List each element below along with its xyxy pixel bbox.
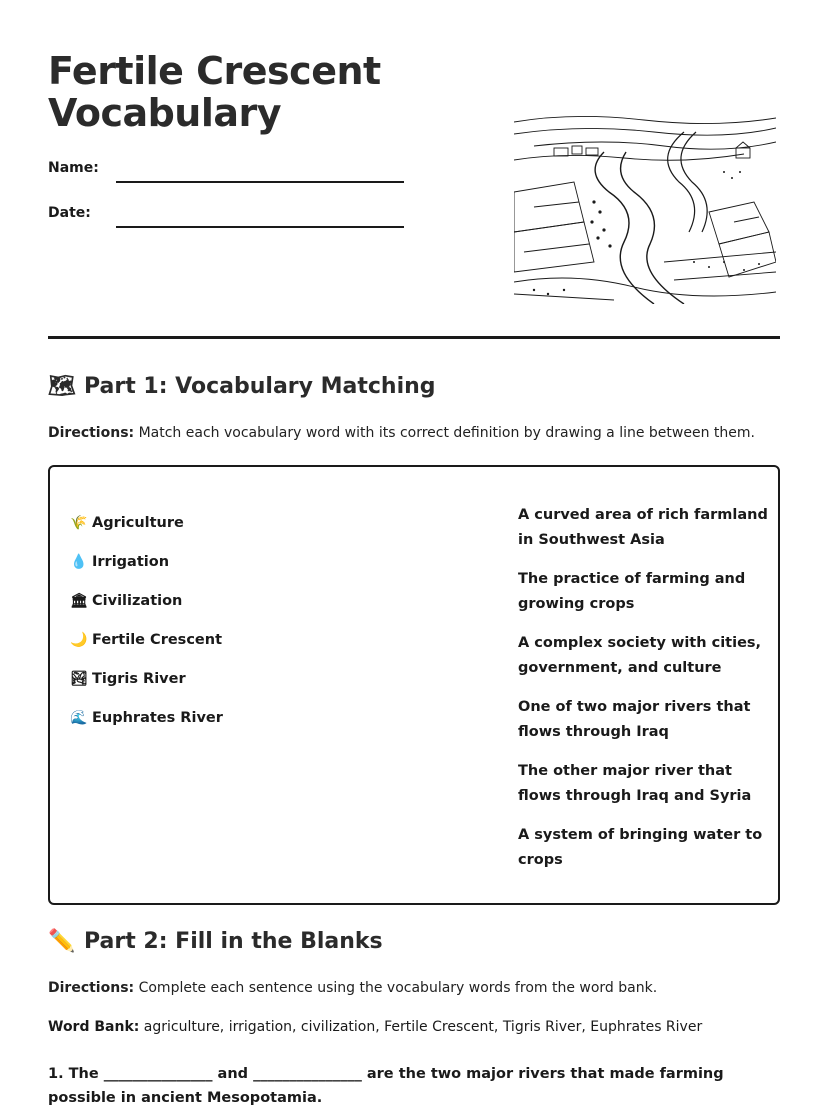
classical-building-icon: 🏛 bbox=[70, 592, 88, 609]
vocab-word-label: Fertile Crescent bbox=[92, 631, 222, 648]
wheat-icon: 🌾 bbox=[70, 514, 88, 531]
vocab-word[interactable] bbox=[70, 503, 370, 542]
vocab-word-label: Irrigation bbox=[92, 553, 170, 570]
part1-heading-text: Part 1: Vocabulary Matching bbox=[84, 374, 436, 399]
name-label: Name: bbox=[48, 160, 99, 176]
definition-item[interactable]: The other major river that flows through Iraq and Syria bbox=[518, 763, 752, 804]
question-1: 1. The _______________ and _______________ are the two major rivers that made farming possible in ancient Mesopotamia. bbox=[48, 1066, 724, 1106]
vocab-word-label: Agriculture bbox=[92, 514, 184, 531]
vocab-word-list bbox=[70, 503, 370, 737]
part1-directions-text: Match each vocabulary word with its correct definition by drawing a line between them. bbox=[134, 425, 755, 441]
page-title bbox=[48, 50, 381, 134]
title-line-1: Fertile Crescent bbox=[48, 49, 381, 93]
map-icon: 🗺 bbox=[48, 374, 76, 399]
landscape-icon: 🏞 bbox=[70, 670, 88, 687]
vocab-word-label: Tigris River bbox=[92, 670, 186, 687]
definition-list bbox=[518, 503, 768, 887]
date-field[interactable] bbox=[116, 226, 404, 228]
droplet-icon: 💧 bbox=[70, 553, 88, 570]
river-valley-illustration bbox=[514, 112, 776, 304]
word-bank-label: Word Bank: bbox=[48, 1019, 140, 1035]
crescent-moon-icon: 🌙 bbox=[70, 631, 88, 648]
section-divider bbox=[48, 336, 780, 339]
definition-item[interactable]: A curved area of rich farmland in Southwest Asia bbox=[518, 507, 768, 548]
vocab-word[interactable] bbox=[70, 659, 370, 698]
part1-directions-label: Directions: bbox=[48, 425, 135, 441]
vocab-word[interactable] bbox=[70, 581, 370, 620]
definition-item[interactable]: A complex society with cities, government, and culture bbox=[518, 635, 762, 676]
title-line-2: Vocabulary bbox=[48, 91, 282, 135]
word-bank bbox=[48, 1019, 702, 1035]
part1-heading bbox=[48, 374, 436, 399]
vocab-word[interactable] bbox=[70, 620, 370, 659]
vocab-word-label: Civilization bbox=[92, 592, 183, 609]
part2-directions-label: Directions: bbox=[48, 980, 135, 996]
part2-heading-text: Part 2: Fill in the Blanks bbox=[84, 929, 383, 954]
definition-item[interactable]: The practice of farming and growing crops bbox=[518, 571, 746, 612]
part2-heading bbox=[48, 929, 383, 954]
name-field[interactable] bbox=[116, 181, 404, 183]
part1-directions bbox=[48, 425, 755, 441]
matching-box bbox=[48, 465, 780, 905]
definition-item[interactable]: A system of bringing water to crops bbox=[518, 827, 763, 868]
vocab-word-label: Euphrates River bbox=[92, 709, 223, 726]
pencil-icon: ✏️ bbox=[48, 929, 76, 954]
vocab-word[interactable] bbox=[70, 698, 370, 737]
word-bank-text: agriculture, irrigation, civilization, Fertile Crescent, Tigris River, Euphrates River bbox=[139, 1019, 703, 1035]
vocab-word[interactable] bbox=[70, 542, 370, 581]
wave-icon: 🌊 bbox=[70, 709, 88, 726]
date-label: Date: bbox=[48, 205, 91, 221]
definition-item[interactable]: One of two major rivers that flows through Iraq bbox=[518, 699, 751, 740]
part2-directions bbox=[48, 980, 657, 996]
part2-directions-text: Complete each sentence using the vocabulary words from the word bank. bbox=[134, 980, 658, 996]
